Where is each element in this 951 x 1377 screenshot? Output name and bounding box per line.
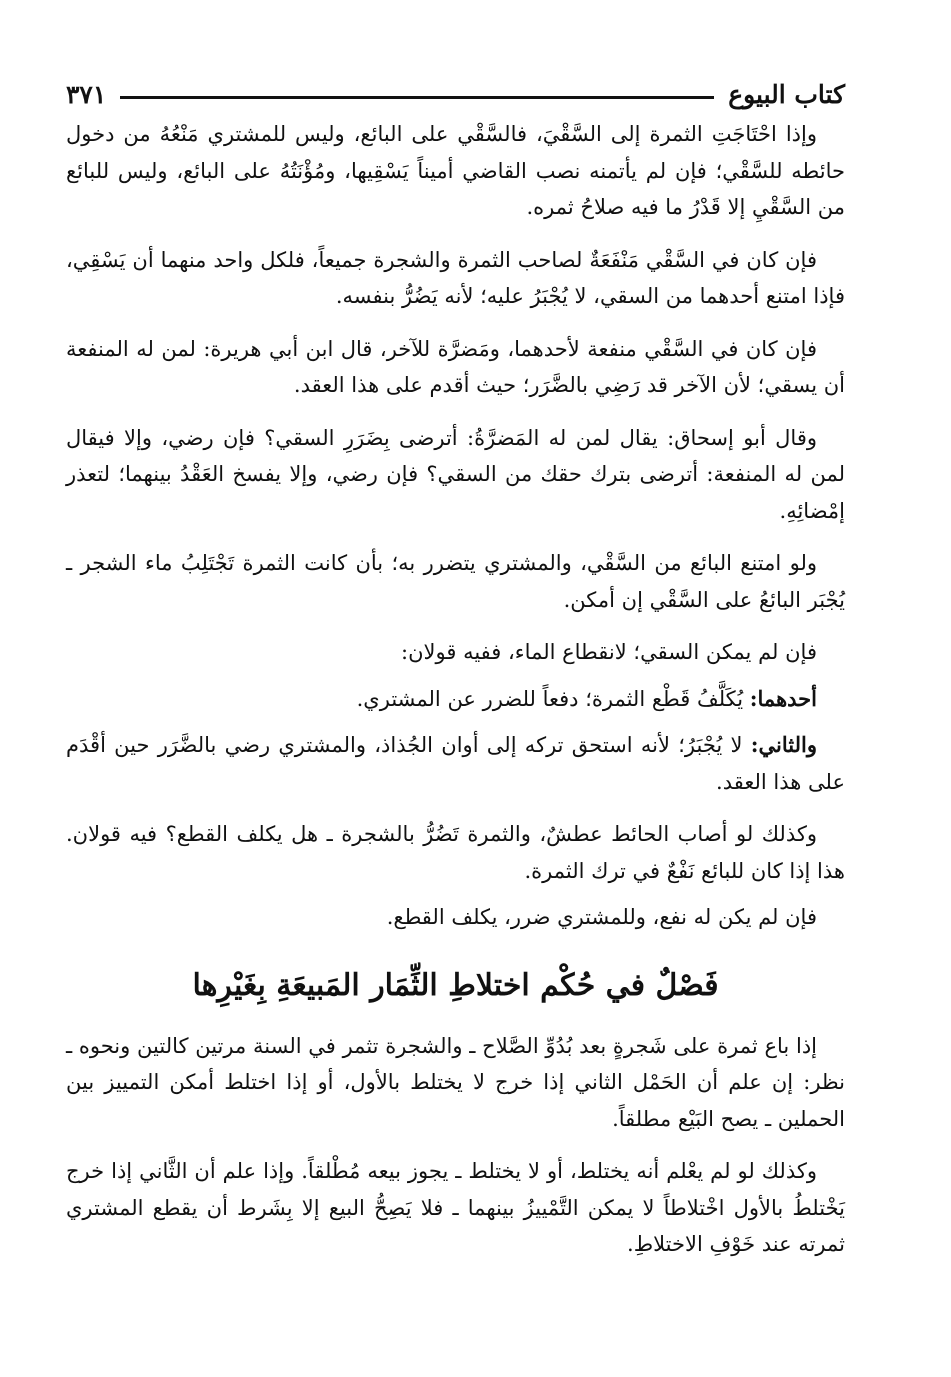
paragraph — [66, 727, 845, 800]
paragraphs-before-section — [66, 116, 845, 936]
page-number: ٣٧١ — [66, 79, 107, 109]
paragraph — [66, 1153, 845, 1263]
paragraph-text: وكذلك لو أصاب الحائط عطشٌ، والثمرة تَضُرُّ بالشجرة ـ هل يكلف القطع؟ فيه قولان. هذا إذا كان للبائع نَفْعٌ في ترك الثمرة. — [66, 822, 845, 883]
paragraph-text: لا يُجْبَرُ؛ لأنه استحق تركه إلى أوان الجُذاذ، والمشتري رضي بالضَّرَر حين أقْدَم على هذا العقد. — [66, 733, 845, 794]
paragraph — [66, 899, 845, 936]
paragraph — [66, 242, 845, 315]
paragraph-text: فإن لم يمكن السقي؛ لانقطاع الماء، ففيه قولان: — [401, 640, 817, 664]
paragraph — [66, 634, 845, 671]
paragraph-text: ولو امتنع البائع من السَّقْي، والمشتري يتضرر به؛ بأن كانت الثمرة تَجْتَلِبُ ماء الشجر ـ يُجْبَر البائعُ على السَّقْي إن أمكن. — [66, 551, 845, 612]
paragraph-text: فإن كان في السَّقْي مَنْفَعَةٌ لصاحب الثمرة والشجرة جميعاً، فلكل واحد منهما أن يَسْقِي، فإذا امتنع أحدهما من السقي، لا يُجْبَرُ عليه؛ لأنه يَضُرُّ بنفسه. — [66, 247, 845, 308]
page-header — [66, 74, 845, 114]
paragraph-text: فإن لم يكن له نفع، وللمشتري ضرر، يكلف القطع. — [386, 905, 817, 929]
paragraph-text: فإن كان في السَّقْي منفعة لأحدهما، ومَضرَّة للآخر، قال ابن أبي هريرة: لمن له المنفعة أن يسقي؛ لأن الآخر قد رَضِي بالضَّرَر؛ حيث أقدم على هذا العقد. — [66, 336, 845, 397]
running-title: كتاب البيوع — [728, 79, 845, 109]
page-body — [66, 116, 845, 1279]
section-title: فَصْلٌ في حُكْم اختلاطِ الثِّمَار المَبيعَةِ بِغَيْرِها — [192, 967, 719, 1003]
paragraph — [66, 116, 845, 226]
paragraph-text: وكذلك لو لم يعْلم أنه يختلط، أو لا يختلط ـ يجوز بيعه مُطْلقاً. وإذا علم أن الثَّاني إذا خرج يَخْتلطُ بالأول اخْتلاطاً لا يمكن التَّمْييزُ بينهما ـ فلا يَصِحُّ البيع إلا بِشَرط أن يقطع المشتري ثمرته عند خَوْفِ الاختلاطِ. — [66, 1159, 845, 1256]
paragraph-lead: والثاني: — [750, 732, 817, 757]
paragraph — [66, 545, 845, 618]
paragraph-text: وإذا احْتَاجَتِ الثمرة إلى السَّقْيَ، فالسَّقْي على البائع، وليس للمشتري مَنْعُهُ من دخول حائطه للسَّقْي؛ فإن لم يأتمنه نصب القاضي أميناً يَسْقِيها، ومُؤْنَتُهُ على البائع، وليس للبائع من السَّقْيِ إلا قَدْرُ ما فيه صلاحُ ثمره. — [66, 122, 845, 219]
paragraph — [66, 816, 845, 889]
paragraph-text: يُكَلَّفُ قَطْع الثمرة؛ دفعاً للضرر عن المشتري. — [356, 686, 750, 711]
paragraph-lead: أحدهما: — [749, 685, 817, 711]
paragraphs-after-section — [66, 1028, 845, 1263]
header-rule — [120, 96, 714, 99]
paragraph — [66, 681, 845, 718]
paragraph-text: وقال أبو إسحاق: يقال لمن له المَضرَّةُ: أترضى بِضَرَرِ السقي؟ فإن رضي، وإلا فيقال لمن له المنفعة: أترضى بترك حقك من السقي؟ فإن رضي، وإلا يفسخ العَقْدُ بينهما؛ لتعذر إمْضائِهِ. — [66, 425, 845, 523]
paragraph-text: إذا باع ثمرة على شَجرةٍ بعد بُدُوِّ الصَّلاح ـ والشجرة تثمر في السنة مرتين كالتين ونحوه ـ نظر: إن علم أن الحَمْل الثاني إذا خرج لا يختلط بالأول، أو إذا اختلط أمكن التمييز بين الحملين ـ يصح البَيْع مطلقاً. — [66, 1033, 845, 1131]
paragraph — [66, 420, 845, 530]
paragraph — [66, 331, 845, 404]
paragraph — [66, 1028, 845, 1138]
